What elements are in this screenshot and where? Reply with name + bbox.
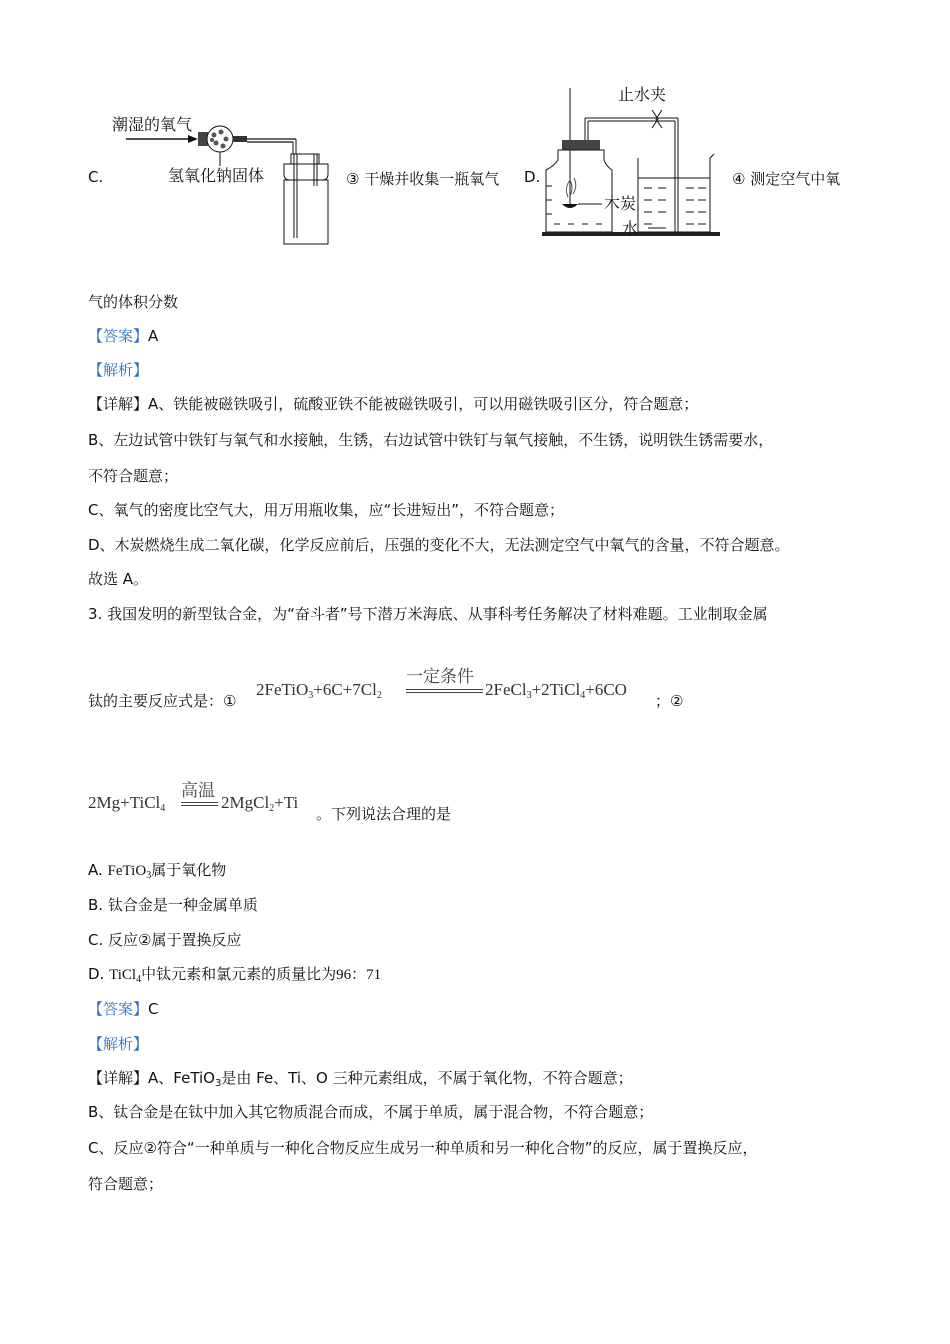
- detail-tag: 【详解】: [88, 395, 149, 413]
- equation-1-condition: 一定条件: [406, 667, 474, 686]
- oxygen-measurement-apparatus: [540, 82, 728, 244]
- option-a: A. FeTiO$_3$属于氧化物: [88, 861, 227, 881]
- equation-2-left: 2Mg+TiCl$_4$: [88, 793, 166, 814]
- equation-1-arrow: [406, 689, 483, 693]
- analysis-tag: 【解析】: [88, 1035, 149, 1053]
- drying-collection-apparatus: [108, 108, 340, 248]
- label-water: 水: [622, 219, 639, 238]
- q2-detail-b2: 不符合题意；: [88, 467, 179, 485]
- answer-value: A: [148, 327, 159, 345]
- q2-detail-c: C、氧气的密度比空气大，用万用瓶收集，应“长进短出”，不符合题意；: [88, 501, 565, 519]
- label-charcoal: 木炭: [604, 194, 637, 213]
- option-d: D. TiCl$_4$中钛元素和氯元素的质量比为96：71: [88, 965, 382, 985]
- label-naoh-solid: 氢氧化钠固体: [168, 166, 265, 185]
- q3-detail-c2: 符合题意；: [88, 1175, 164, 1193]
- q3-detail-c1: C、反应②符合“一种单质与一种化合物反应生成另一种单质和另一种化合物”的反应，属于置换反应，: [88, 1139, 758, 1157]
- option-d-label: D.: [524, 168, 541, 186]
- q3-stem-line3-suffix: 。下列说法合理的是: [316, 805, 452, 823]
- label-water-clip: 止水夹: [618, 85, 667, 104]
- answer-tag: 【答案】: [88, 327, 149, 345]
- q3-answer-line: [88, 999, 159, 1019]
- answer-tag: 【答案】: [88, 1000, 149, 1018]
- option-c-label: C.: [88, 168, 104, 186]
- q3-detail-a: 【详解】A、FeTiO$_3$是由 Fe、Ti、O 三种元素组成，不属于氧化物，不符合题意；: [88, 1069, 633, 1089]
- q3-stem-line2-suffix: ；②: [655, 692, 684, 710]
- q2-answer-line: [88, 326, 158, 346]
- analysis-tag: 【解析】: [88, 361, 149, 379]
- q3-detail-b: B、钛合金是在钛中加入其它物质混合而成，不属于单质，属于混合物，不符合题意；: [88, 1103, 654, 1121]
- answer-value: C: [148, 1000, 159, 1018]
- equation-1-left: $2FeTiO_3+6C+7Cl_2$: [256, 680, 382, 701]
- q3-stem-line1: 3. 我国发明的新型钛合金，为“奋斗者”号下潜万米海底、从事科考任务解决了材料难题。工业制取金属: [88, 605, 768, 623]
- option-b: B. 钛合金是一种金属单质: [88, 896, 258, 914]
- equation-2-arrow: [181, 802, 218, 806]
- q2-detail-b1: B、左边试管中铁钉与氧气和水接触，生锈，右边试管中铁钉与氧气接触，不生锈，说明铁生锈需要水，: [88, 431, 774, 449]
- q2-conclusion: 故选 A。: [88, 570, 149, 588]
- option-c: C. 反应②属于置换反应: [88, 931, 242, 949]
- detail-a-text: A、铁能被磁铁吸引，硫酸亚铁不能被磁铁吸引，可以用磁铁吸引区分，符合题意；: [148, 395, 699, 413]
- equation-1-right: 2FeCl$_3$+2TiCl$_4$+6CO: [485, 680, 627, 701]
- caption-continued: 气的体积分数: [88, 293, 179, 311]
- equation-2-condition: 高温: [181, 781, 215, 800]
- caption-figure-4: ④ 测定空气中氧: [732, 170, 841, 188]
- caption-figure-3: ③ 干燥并收集一瓶氧气: [346, 170, 500, 188]
- q2-detail-a: [88, 394, 698, 414]
- label-moist-oxygen: 潮湿的氧气: [112, 115, 193, 134]
- equation-2-right: 2MgCl$_2$+Ti: [221, 793, 299, 814]
- q3-stem-line2-prefix: 钛的主要反应式是：①: [88, 692, 237, 710]
- q2-detail-d: D、木炭燃烧生成二氧化碳，化学反应前后，压强的变化不大，无法测定空气中氧气的含量，不符合题意。: [88, 536, 790, 554]
